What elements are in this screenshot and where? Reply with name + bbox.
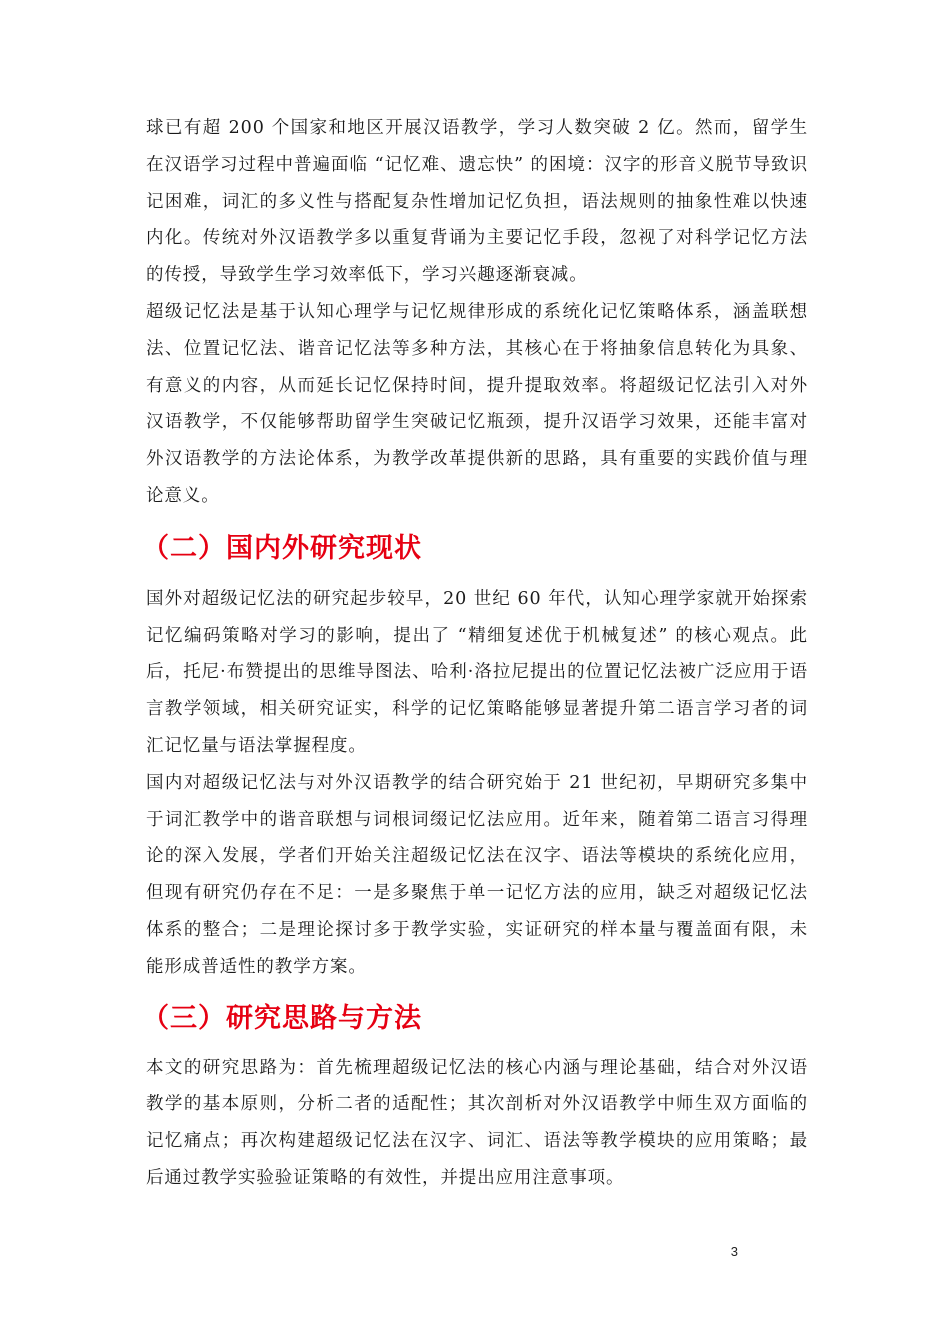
body-paragraph-foreign-research: 国外对超级记忆法的研究起步较早，20 世纪 60 年代，认知心理学家就开始探索记忆编码策略对学习的影响，提出了 “精细复述优于机械复述” 的核心观点。此后，托尼·布赞提出的思维导图法、哈利·洛拉尼提出的位置记忆法被广泛应用于语言教学领域，相关研究证实，科学的记忆策略能够显著提升第二语言学习者的词汇记忆量与语法掌握程度。 bbox=[146, 588, 808, 756]
body-paragraph-intro-2: 超级记忆法是基于认知心理学与记忆规律形成的系统化记忆策略体系，涵盖联想法、位置记忆法、谐音记忆法等多种方法，其核心在于将抽象信息转化为具象、有意义的内容，从而延长记忆保持时间，提升提取效率。将超级记忆法引入对外汉语教学，不仅能够帮助留学生突破记忆瓶颈，提升汉语学习效果，还能丰富对外汉语教学的方法论体系，为教学改革提供新的思路，具有重要的实践价值与理论意义。 bbox=[146, 301, 808, 506]
page-number: 3 bbox=[730, 1244, 738, 1259]
body-paragraph-domestic-research: 国内对超级记忆法与对外汉语教学的结合研究始于 21 世纪初，早期研究多集中于词汇教学中的谐音联想与词根词缀记忆法应用。近年来，随着第二语言习得理论的深入发展，学者们开始关注超级记忆法在汉字、语法等模块的系统化应用，但现有研究仍存在不足：一是多聚焦于单一记忆方法的应用，缺乏对超级记忆法体系的整合；二是理论探讨多于教学实验，实证研究的样本量与覆盖面有限，未能形成普适性的教学方案。 bbox=[146, 772, 808, 977]
body-paragraph-research-approach: 本文的研究思路为：首先梳理超级记忆法的核心内涵与理论基础，结合对外汉语教学的基本原则，分析二者的适配性；其次剖析对外汉语教学中师生双方面临的记忆痛点；再次构建超级记忆法在汉字、词汇、语法等教学模块的应用策略；最后通过教学实验验证策略的有效性，并提出应用注意事项。 bbox=[146, 1057, 808, 1188]
body-paragraph-intro-1: 球已有超 200 个国家和地区开展汉语教学，学习人数突破 2 亿。然而，留学生在汉语学习过程中普遍面临 “记忆难、遗忘快” 的困境：汉字的形音义脱节导致识记困难，词汇的多义性与搭配复杂性增加记忆负担，语法规则的抽象性难以快速内化。传统对外汉语教学多以重复背诵为主要记忆手段，忽视了对科学记忆方法的传授，导致学生学习效率低下，学习兴趣逐渐衰减。 bbox=[146, 118, 808, 286]
section-heading-research-approach: （三）研究思路与方法 bbox=[142, 1002, 422, 1034]
page-content bbox=[142, 110, 808, 1197]
section-heading-research-status: （二）国内外研究现状 bbox=[142, 532, 422, 564]
